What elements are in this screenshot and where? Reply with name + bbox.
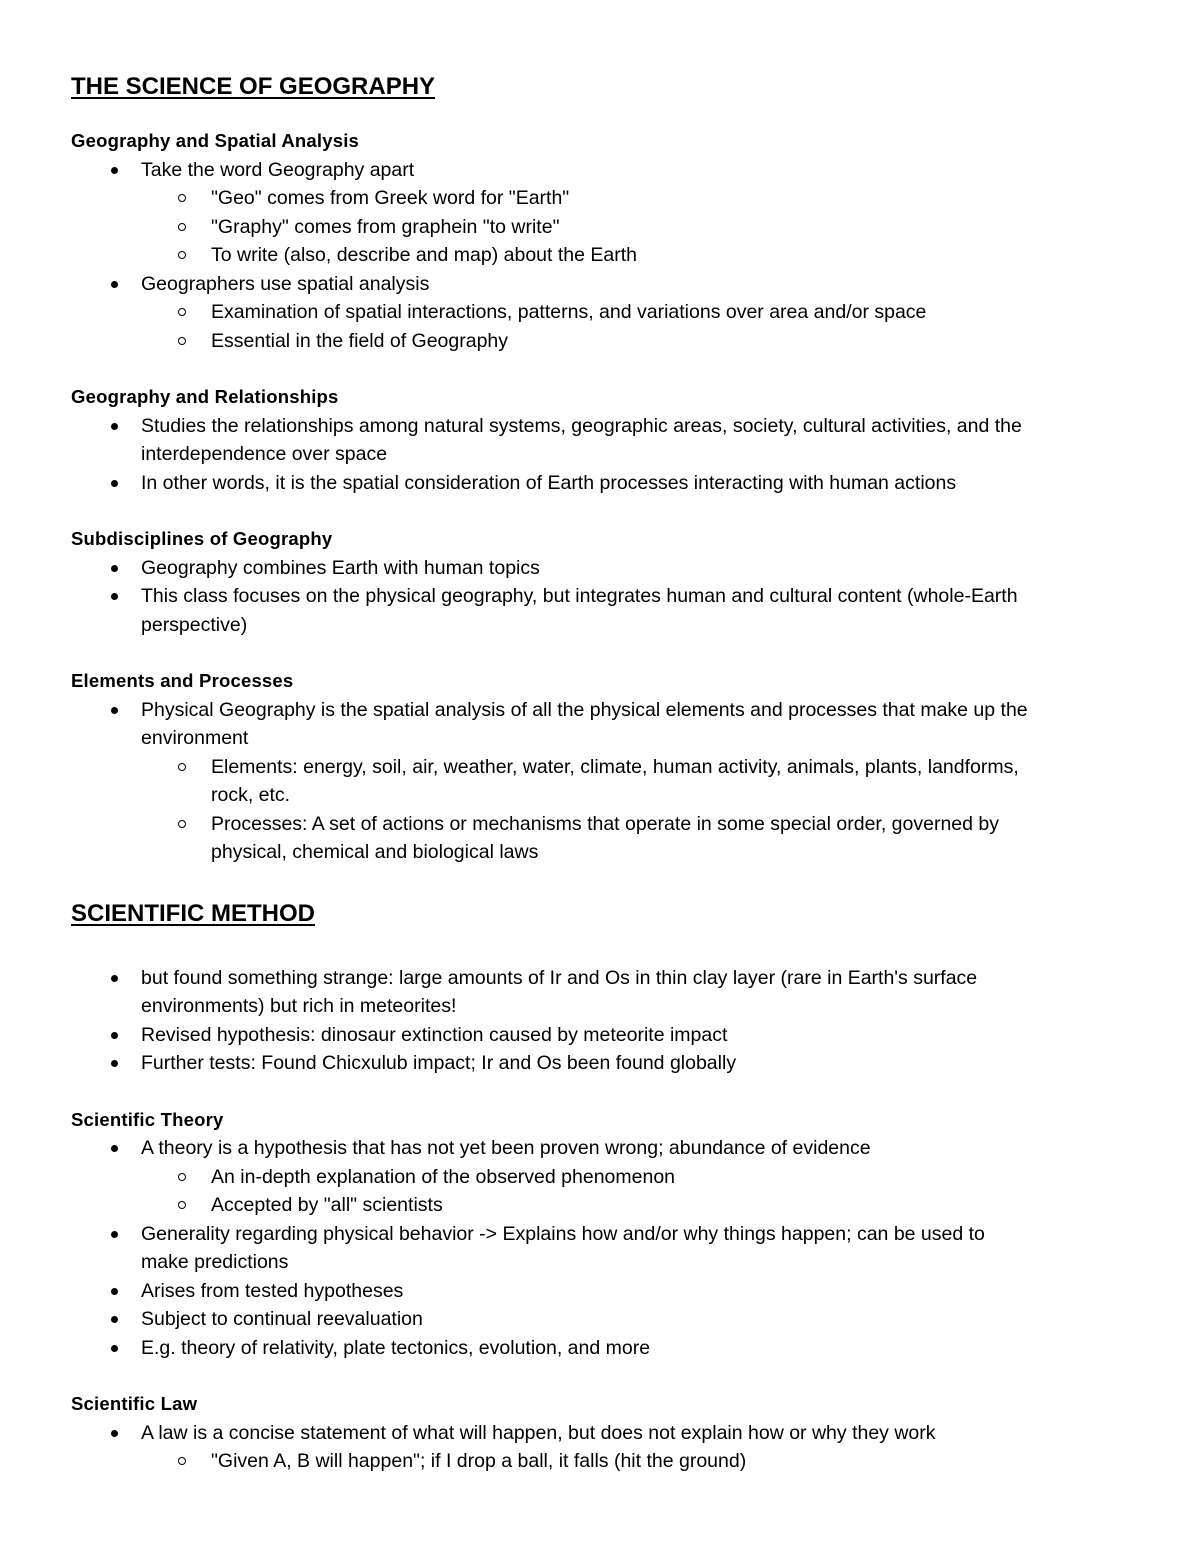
bullet-dot-icon — [111, 593, 118, 600]
bullet-item: A law is a concise statement of what will happen, but does not explain how or why they work — [71, 1419, 1131, 1448]
document-page — [71, 70, 1131, 1476]
bullet-dot-icon — [111, 1060, 118, 1067]
bullet-dot-icon — [111, 423, 118, 430]
sub-bullet-item: Processes: A set of actions or mechanisms that operate in some special order, governed by physical, chemical and biological laws — [71, 810, 1131, 867]
bullet-item: This class focuses on the physical geography, but integrates human and cultural content (whole-Earth perspective) — [71, 582, 1131, 639]
bullet-item: Subject to continual reevaluation — [71, 1305, 1131, 1334]
section-spatial-analysis — [71, 127, 1131, 355]
section-heading: Scientific Theory — [71, 1108, 224, 1130]
bullet-circle-icon — [178, 223, 186, 231]
bullet-dot-icon — [111, 1430, 118, 1437]
bullet-dot-icon — [111, 480, 118, 487]
bullet-dot-icon — [111, 565, 118, 572]
bullet-circle-icon — [178, 337, 186, 345]
bullet-dot-icon — [111, 1316, 118, 1323]
bullet-item: but found something strange: large amounts of Ir and Os in thin clay layer (rare in Earth's surface environments) but rich in meteorites! — [71, 964, 1131, 1021]
section-scientific-theory — [71, 1106, 1131, 1363]
bullet-circle-icon — [178, 763, 186, 771]
bullet-dot-icon — [111, 1032, 118, 1039]
bullet-item: Revised hypothesis: dinosaur extinction caused by meteorite impact — [71, 1021, 1131, 1050]
bullet-dot-icon — [111, 1145, 118, 1152]
bullet-item: Further tests: Found Chicxulub impact; Ir and Os been found globally — [71, 1049, 1131, 1078]
document-title-scientific-method: SCIENTIFIC METHOD — [71, 899, 315, 927]
bullet-item: Take the word Geography apart — [71, 156, 1131, 185]
bullet-circle-icon — [178, 1173, 186, 1181]
bullet-dot-icon — [111, 167, 118, 174]
bullet-item: Studies the relationships among natural systems, geographic areas, society, cultural activities, and the interdependence over space — [71, 412, 1131, 469]
bullet-item: Physical Geography is the spatial analysis of all the physical elements and processes that make up the environment — [71, 696, 1131, 753]
bullet-item: In other words, it is the spatial consideration of Earth processes interacting with human actions — [71, 469, 1131, 498]
bullet-item: Arises from tested hypotheses — [71, 1277, 1131, 1306]
section-heading: Scientific Law — [71, 1393, 198, 1414]
sub-bullet-item: An in-depth explanation of the observed phenomenon — [71, 1163, 1131, 1192]
sub-bullet-item: Accepted by "all" scientists — [71, 1191, 1131, 1220]
bullet-dot-icon — [111, 1288, 118, 1295]
document-title: THE SCIENCE OF GEOGRAPHY — [71, 73, 436, 100]
section-scientific-method — [71, 964, 1131, 1078]
section-heading: Geography and Spatial Analysis — [71, 130, 360, 151]
sub-bullet-item: "Graphy" comes from graphein "to write" — [71, 213, 1131, 242]
bullet-dot-icon — [111, 1345, 118, 1352]
bullet-circle-icon — [178, 1457, 186, 1465]
section-scientific-law — [71, 1390, 1131, 1476]
sub-bullet-item: Examination of spatial interactions, patterns, and variations over area and/or space — [71, 298, 1131, 327]
sub-bullet-item: Elements: energy, soil, air, weather, water, climate, human activity, animals, plants, landforms, rock, etc. — [71, 753, 1131, 810]
sub-bullet-item: "Given A, B will happen"; if I drop a ball, it falls (hit the ground) — [71, 1447, 1131, 1476]
bullet-item: Geographers use spatial analysis — [71, 270, 1131, 299]
bullet-item: Generality regarding physical behavior -> Explains how and/or why things happen; can be used to make predictions — [71, 1220, 1131, 1277]
section-heading: Geography and Relationships — [71, 386, 339, 407]
bullet-item: Geography combines Earth with human topics — [71, 554, 1131, 583]
bullet-circle-icon — [178, 820, 186, 828]
bullet-circle-icon — [178, 194, 186, 202]
sub-bullet-item: "Geo" comes from Greek word for "Earth" — [71, 184, 1131, 213]
bullet-item: E.g. theory of relativity, plate tectonics, evolution, and more — [71, 1334, 1131, 1363]
bullet-circle-icon — [178, 308, 186, 316]
bullet-dot-icon — [111, 975, 118, 982]
section-heading: Elements and Processes — [71, 670, 294, 691]
sub-bullet-item: To write (also, describe and map) about the Earth — [71, 241, 1131, 270]
section-subdisciplines — [71, 525, 1131, 639]
bullet-dot-icon — [111, 707, 118, 714]
section-relationships — [71, 383, 1131, 497]
bullet-item: A theory is a hypothesis that has not yet been proven wrong; abundance of evidence — [71, 1134, 1131, 1163]
section-heading: Subdisciplines of Geography — [71, 528, 333, 549]
bullet-dot-icon — [111, 281, 118, 288]
bullet-dot-icon — [111, 1231, 118, 1238]
bullet-circle-icon — [178, 251, 186, 259]
bullet-circle-icon — [178, 1201, 186, 1209]
section-elements-processes — [71, 667, 1131, 867]
sub-bullet-item: Essential in the field of Geography — [71, 327, 1131, 356]
